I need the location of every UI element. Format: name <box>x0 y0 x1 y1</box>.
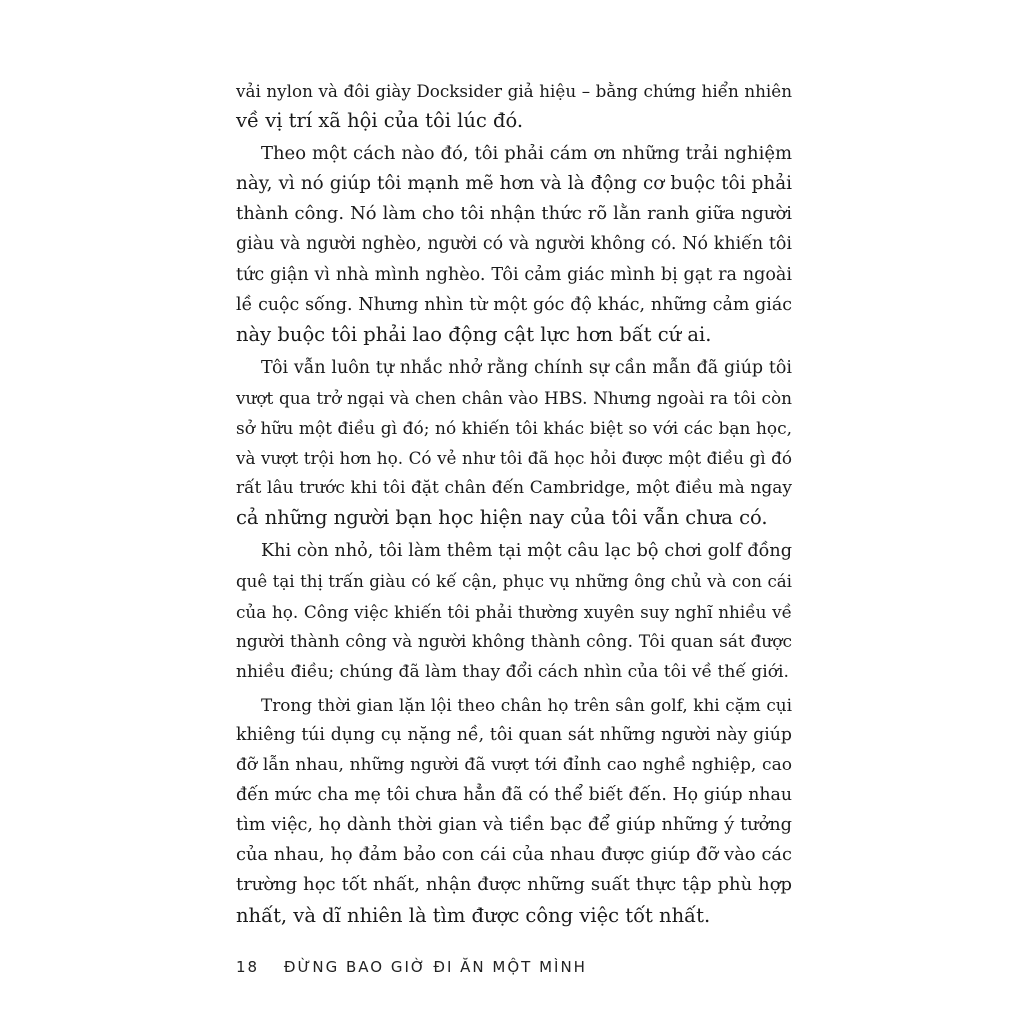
text-line: của nhau, họ đảm bảo con cái của nhau được giúp đỡ vào các <box>236 844 792 866</box>
text-line: trường học tốt nhất, nhận được những suất thực tập phù hợp <box>236 874 792 896</box>
text-line: thành công. Nó làm cho tôi nhận thức rõ lằn ranh giữa người <box>236 203 792 225</box>
page-footer <box>236 958 587 976</box>
text-line: và vượt trội hơn họ. Có vẻ như tôi đã học hỏi được một điều gì đó <box>236 448 792 469</box>
text-line: đến mức cha mẹ tôi chưa hẳn đã có thể biết đến. Họ giúp nhau <box>236 785 792 806</box>
paragraph <box>236 536 792 686</box>
text-line: về vị trí xã hội của tôi lúc đó. <box>236 109 524 133</box>
text-line: đỡ lẫn nhau, những người đã vượt tới đỉnh cao nghề nghiệp, cao <box>236 755 792 776</box>
text-line: này, vì nó giúp tôi mạnh mẽ hơn và là động cơ buộc tôi phải <box>236 173 792 195</box>
text-line: Khi còn nhỏ, tôi làm thêm tại một câu lạc bộ chơi golf đồng <box>261 541 792 562</box>
running-title: ĐỪNG BAO GIỜ ĐI ĂN MỘT MÌNH <box>283 958 587 976</box>
text-line: giàu và người nghèo, người có và người không có. Nó khiến tôi <box>236 234 792 255</box>
text-line: Tôi vẫn luôn tự nhắc nhở rằng chính sự cần mẫn đã giúp tôi <box>261 357 792 378</box>
text-line: khiêng túi dụng cụ nặng nề, tôi quan sát những người này giúp <box>236 724 792 745</box>
text-line: cả những người bạn học hiện nay của tôi vẫn chưa có. <box>236 506 768 530</box>
text-line: tìm việc, họ dành thời gian và tiền bạc để giúp những ý tưởng <box>236 815 792 836</box>
page-number: 18 <box>236 958 260 976</box>
text-line: của họ. Công việc khiến tôi phải thường xuyên suy nghĩ nhiều về <box>236 601 792 622</box>
text-line: nhất, và dĩ nhiên là tìm được công việc tốt nhất. <box>236 903 711 927</box>
paragraph <box>236 690 792 931</box>
text-line: vải nylon và đôi giày Docksider giả hiệu – bằng chứng hiển nhiên <box>236 81 792 101</box>
text-line: lề cuộc sống. Nhưng nhìn từ một góc độ khác, những cảm giác <box>236 294 792 315</box>
text-line: vượt qua trở ngại và chen chân vào HBS. Nhưng ngoài ra tôi còn <box>236 387 792 408</box>
paragraph <box>236 76 792 136</box>
text-line: sở hữu một điều gì đó; nó khiến tôi khác biệt so với các bạn học, <box>236 418 792 439</box>
text-line: Trong thời gian lặn lội theo chân họ trên sân golf, khi cặm cụi <box>261 694 792 715</box>
paragraph <box>236 353 792 534</box>
body-text <box>236 76 792 934</box>
text-line: nhiều điều; chúng đã làm thay đổi cách nhìn của tôi về thế giới. <box>236 661 789 682</box>
text-line: này buộc tôi phải lao động cật lực hơn bất cứ ai. <box>236 322 712 346</box>
text-line: người thành công và người không thành công. Tôi quan sát được <box>236 631 792 652</box>
text-line: quê tại thị trấn giàu có kế cận, phục vụ những ông chủ và con cái <box>236 571 792 591</box>
paragraph <box>236 139 792 350</box>
text-line: Theo một cách nào đó, tôi phải cám ơn những trải nghiệm <box>261 143 792 165</box>
text-line: rất lâu trước khi tôi đặt chân đến Cambridge, một điều mà ngay <box>236 478 792 499</box>
text-line: tức giận vì nhà mình nghèo. Tôi cảm giác mình bị gạt ra ngoài <box>236 264 792 285</box>
